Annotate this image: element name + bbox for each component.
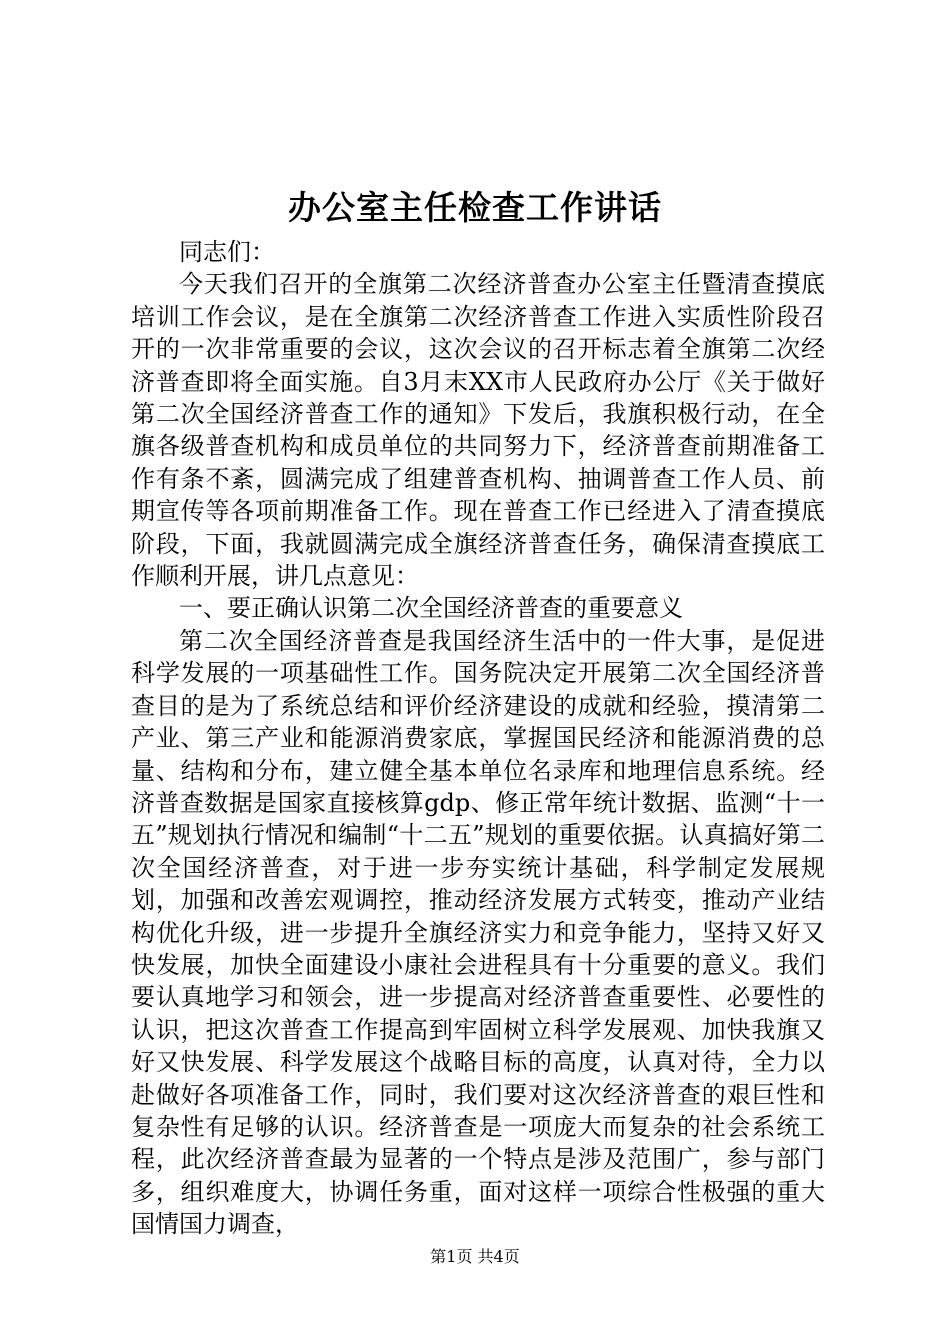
section-one-paragraph: 第二次全国经济普查是我国经济生活中的一件大事，是促进科学发展的一项基础性工作。国务院决定开展第二次全国经济普查目的是为了系统总结和评价经济建设的成就和经验，摸清第二产业、第三产业和能源消费家底，掌握国民经济和能源消费的总量、结构和分布，建立健全基本单位名录库和地理信息系统。经济普查数据是国家直接核算gdp、修正常年统计数据、监测“十一五”规划执行情况和编制“十二五”规划的重要依据。认真搞好第二次全国经济普查，对于进一步夯实统计基础，科学制定发展规划，加强和改善宏观调控，推动经济发展方式转变，推动产业结构优化升级，进一步提升全旗经济实力和竞争能力，坚持又好又快发展，加快全面建设小康社会进程具有十分重要的意义。我们要认真地学习和领会，进一步提高对经济普查重要性、必要性的认识，把这次普查工作提高到牢固树立科学发展观、加快我旗又好又快发展、科学发展这个战略目标的高度，认真对待，全力以赴做好各项准备工作，同时，我们要对这次经济普查的艰巨性和复杂性有足够的认识。经济普查是一项庞大而复杂的社会系统工程，此次经济普查最为显著的一个特点是涉及范围广，参与部门多，组织难度大，协调任务重，面对这样一项综合性极强的重大国情国力调查，: [131, 626, 825, 1239]
salutation-paragraph: 同志们：: [179, 238, 275, 266]
document-body: [131, 236, 825, 1241]
intro-paragraph: 今天我们召开的全旗第二次经济普查办公室主任暨清查摸底培训工作会议，是在全旗第二次经济普查工作进入实质性阶段召开的一次非常重要的会议，这次会议的召开标志着全旗第二次经济普查即将全面实施。自3月末XX市人民政府办公厅《关于做好第二次全国经济普查工作的通知》下发后，我旗积极行动，在全旗各级普查机构和成员单位的共同努力下，经济普查前期准备工作有条不紊，圆满完成了组建普查机构、抽调普查工作人员、前期宣传等各项前期准备工作。现在普查工作已经进入了清查摸底阶段，下面，我就圆满完成全旗经济普查任务，确保清查摸底工作顺利开展，讲几点意见：: [131, 270, 825, 591]
section-heading: 一、要正确认识第二次全国经济普查的重要意义: [179, 594, 683, 623]
document-title: 办公室主任检查工作讲话: [288, 188, 662, 227]
page-number-footer: 第1页 共4页: [430, 1247, 520, 1266]
